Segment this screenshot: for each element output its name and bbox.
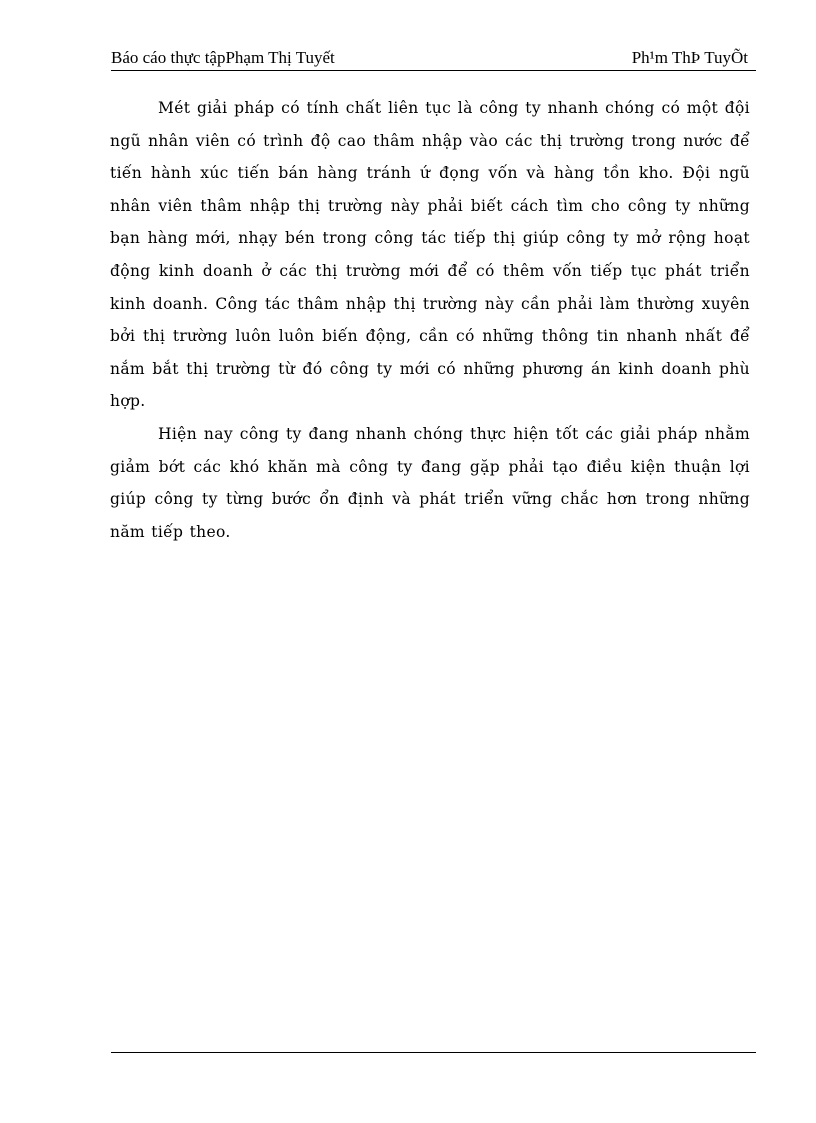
paragraph-2: Hiện nay công ty đang nhanh chóng thực hiện tốt các giải pháp nhằm giảm bớt các khó khăn mà công ty đang gặp phải tạo điều kiện thuận lợi giúp công ty từng bước ổn định và phát triển vững chắc hơn trong những năm tiếp theo. xyxy=(110,424,750,541)
footer-divider xyxy=(111,1052,756,1053)
header-left-text: Báo cáo thực tậpPhạm Thị Tuyết xyxy=(111,48,335,67)
page-header xyxy=(111,48,756,71)
document-body xyxy=(110,92,750,548)
paragraph-1: Mét giải pháp có tính chất liên tục là công ty nhanh chóng có một đội ngũ nhân viên có trình độ cao thâm nhập vào các thị trường trong nước để tiến hành xúc tiến bán hàng tránh ứ đọng vốn và hàng tồn kho. Đội ngũ nhân viên thâm nhập thị trường này phải biết cách tìm cho công ty những bạn hàng mới, nhạy bén trong công tác tiếp thị giúp công ty mở rộng hoạt động kinh doanh ở các thị trường mới để có thêm vốn tiếp tục phát triển kinh doanh. Công tác thâm nhập thị trường này cần phải làm thường xuyên bởi thị trường luôn luôn biến động, cần có những thông tin nhanh nhất để nắm bắt thị trường từ đó công ty mới có những phương án kinh doanh phù hợp. xyxy=(110,99,750,411)
header-right-text: Ph¹m ThÞ TuyÕt xyxy=(631,48,748,67)
